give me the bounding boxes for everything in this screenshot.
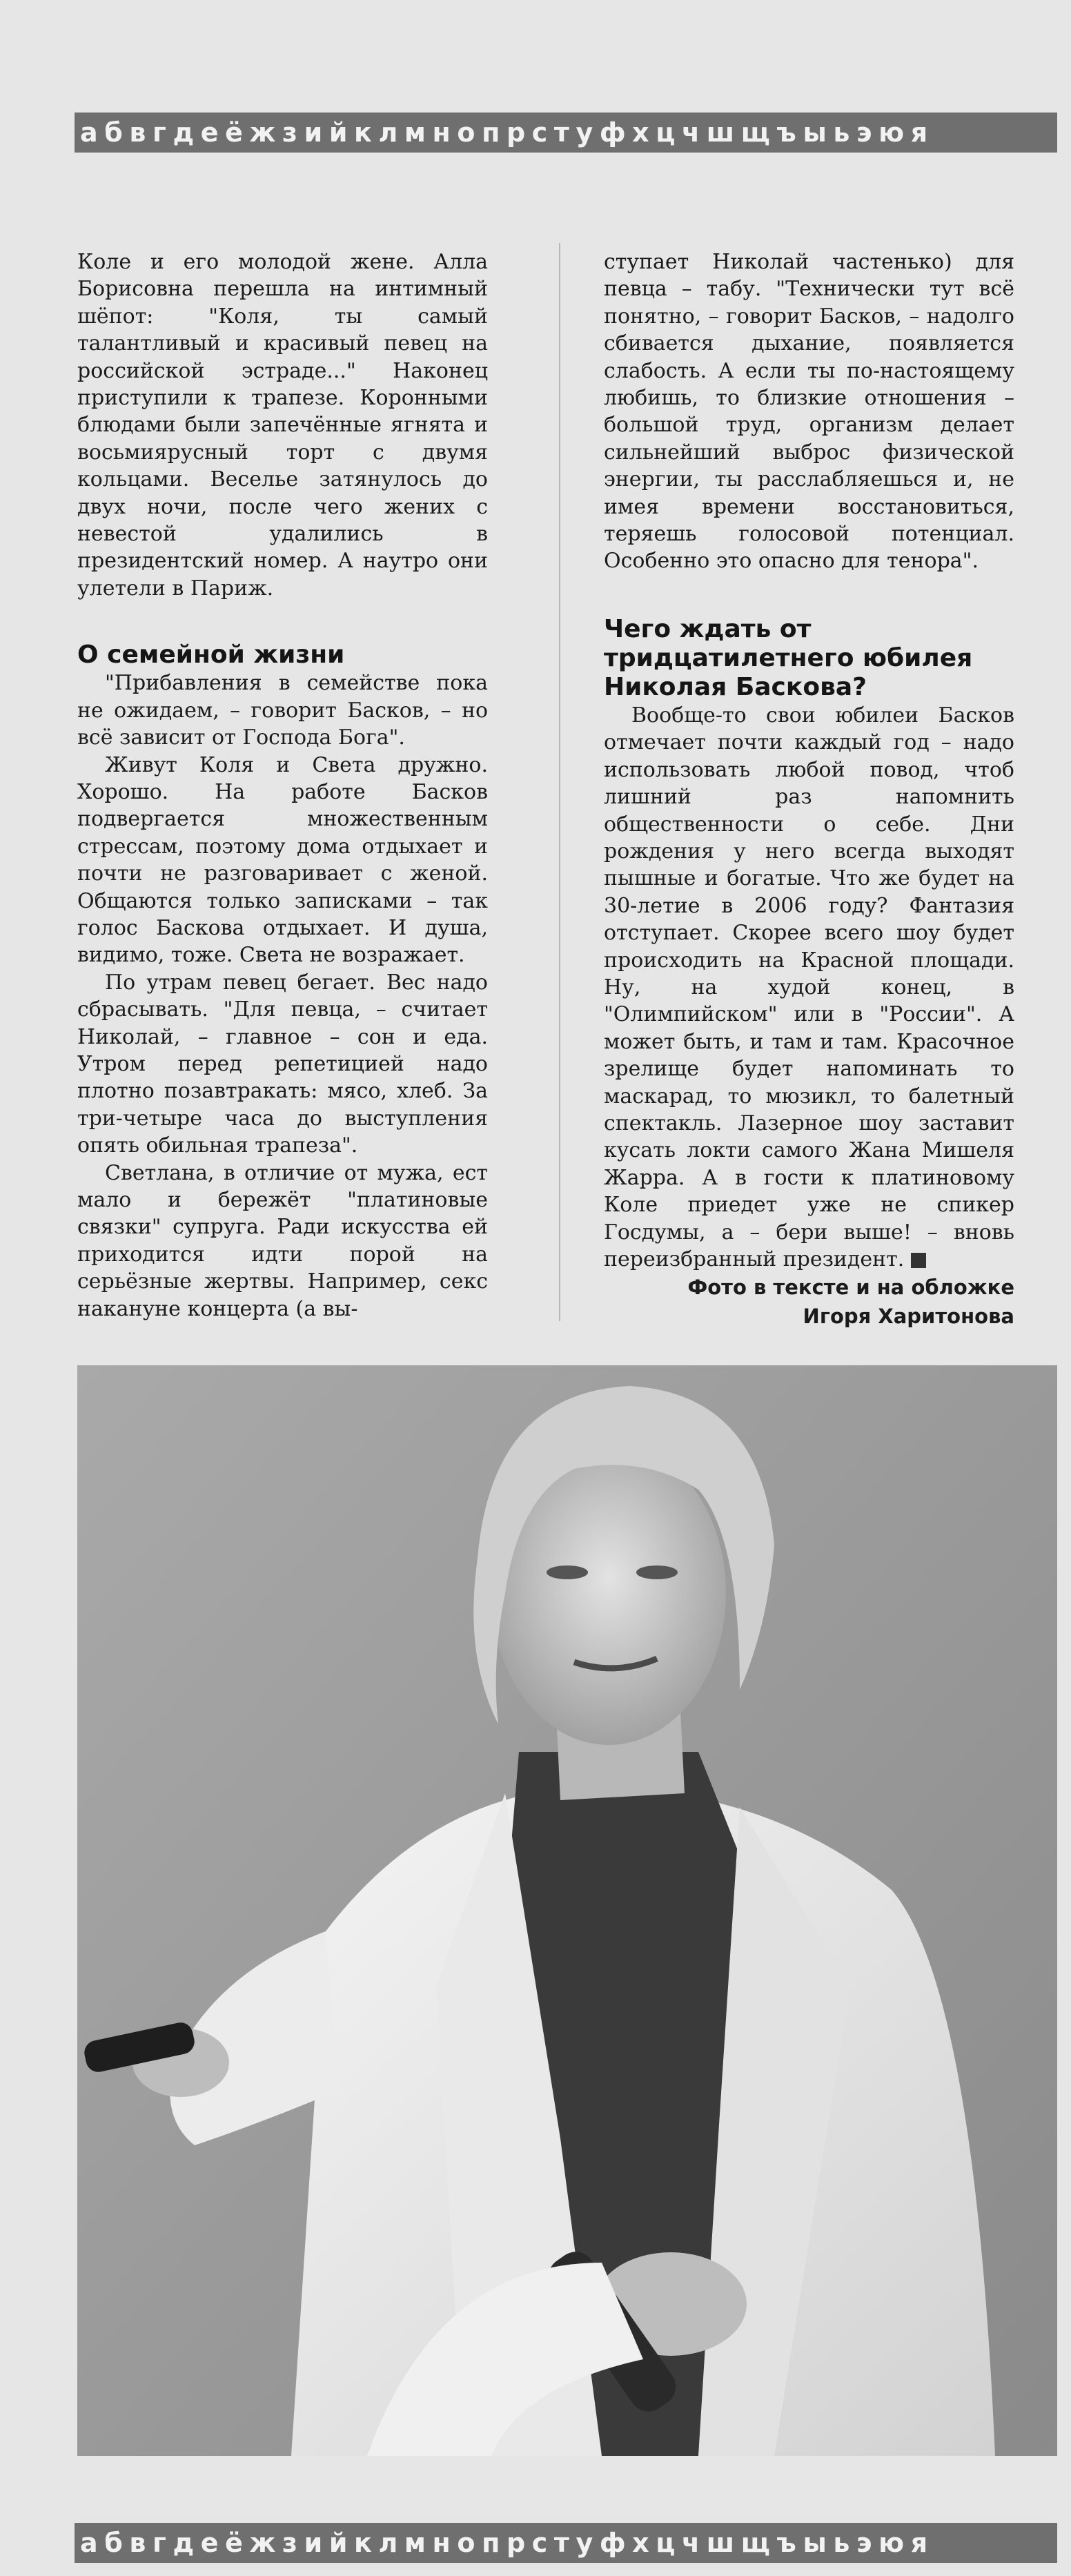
left-column — [77, 248, 488, 1323]
paragraph: "Прибавления в семействе пока не ожидаем, – говорит Басков, – но всё зависит от Господа Бога". — [77, 671, 488, 750]
column-divider — [559, 243, 560, 1321]
end-of-article-square-icon — [911, 1253, 926, 1268]
paragraph: По утрам певец бегает. Вес надо сбрасывать. "Для певца, – считает Николай, – главное – сон и еда. Утром перед репетицией надо плотно позавтракать: мясо, хлеб. За три-четыре часа до выступления опять обильная трапеза". — [77, 970, 488, 1158]
paragraph — [604, 702, 1014, 1274]
alphabet-bar-bottom: абвгдеёжзийклмнопрстуфхцчшщъыьэюя — [75, 2523, 1057, 2563]
paragraph: Светлана, в отличие от мужа, ест мало и бережёт "платиновые связки" супруга. Ради искусства ей приходится идти порой на серьёзные жертвы. Например, секс накануне концерта (а вы- — [77, 1160, 488, 1321]
photo-credit-line1: Фото в тексте и на обложке — [687, 1276, 1014, 1300]
section-heading-family: О семейной жизни — [77, 641, 345, 670]
paragraph-text: Вообще-то свои юбилеи Басков отмечает почти каждый год – надо использовать любой повод, чтоб лишний раз напомнить общественности о себе. Дни рождения у него всегда выходят пышные и богатые. Что же будет на 30-летие в 2006 году? Фантазия отступает. Скорее всего шоу будет происходить на Красной площади. Ну, на худой конец, в "Олимпийском" или в "России". А может быть, и там и там. Красочное зрелище будет напоминать то маскарад, то мюзикл, то балетный спектакль. Лазерное шоу заставит кусать локти самого Жана Мишеля Жарра. А в гости к платиновому Коле приедет уже не спикер Госдумы, а – бери выше! – вновь переизбранный президент. — [604, 703, 1014, 1271]
paragraph: Коле и его молодой жене. Алла Борисовна перешла на интимный шёпот: "Коля, ты самый талантливый и красивый певец на российской эстраде..." Наконец приступили к трапезе. Коронными блюдами были запечённые ягнята и восьмиярусный торт с двумя кольцами. Веселье затянулось до двух ночи, после чего жених с невестой удалились в президентский номер. А наутро они улетели в Париж. — [77, 250, 488, 601]
section-heading-jubilee: Чего ждать от тридцатилетнего юбилея Николая Баскова? — [604, 614, 973, 701]
right-column — [604, 248, 1014, 1331]
article-photo — [77, 1365, 1057, 2456]
alphabet-bar-top: абвгдеёжзийклмнопрстуфхцчшщъыьэюя — [75, 113, 1057, 153]
paragraph: Живут Коля и Света дружно. Хорошо. На работе Басков подвергается множественным стрессам, поэтому дома отдыхает и почти не разговаривает с женой. Общаются только записками – так голос Баскова отдыхает. И душа, видимо, тоже. Света не возражает. — [77, 752, 488, 968]
singer-photo-illustration — [77, 1365, 1057, 2456]
photo-credit-line2: Игоря Харитонова — [803, 1305, 1014, 1329]
paragraph: ступает Николай частенько) для певца – табу. "Технически тут всё понятно, – говорит Басков, – надолго сбивается дыхание, появляется слабость. А если ты по-настоящему любишь, то близкие отношения – большой труд, организм делает сильнейший выброс физической энергии, ты расслабляешься и, не имея времени восстановиться, теряешь голосовой потенциал. Особенно это опасно для тенора". — [604, 250, 1014, 574]
